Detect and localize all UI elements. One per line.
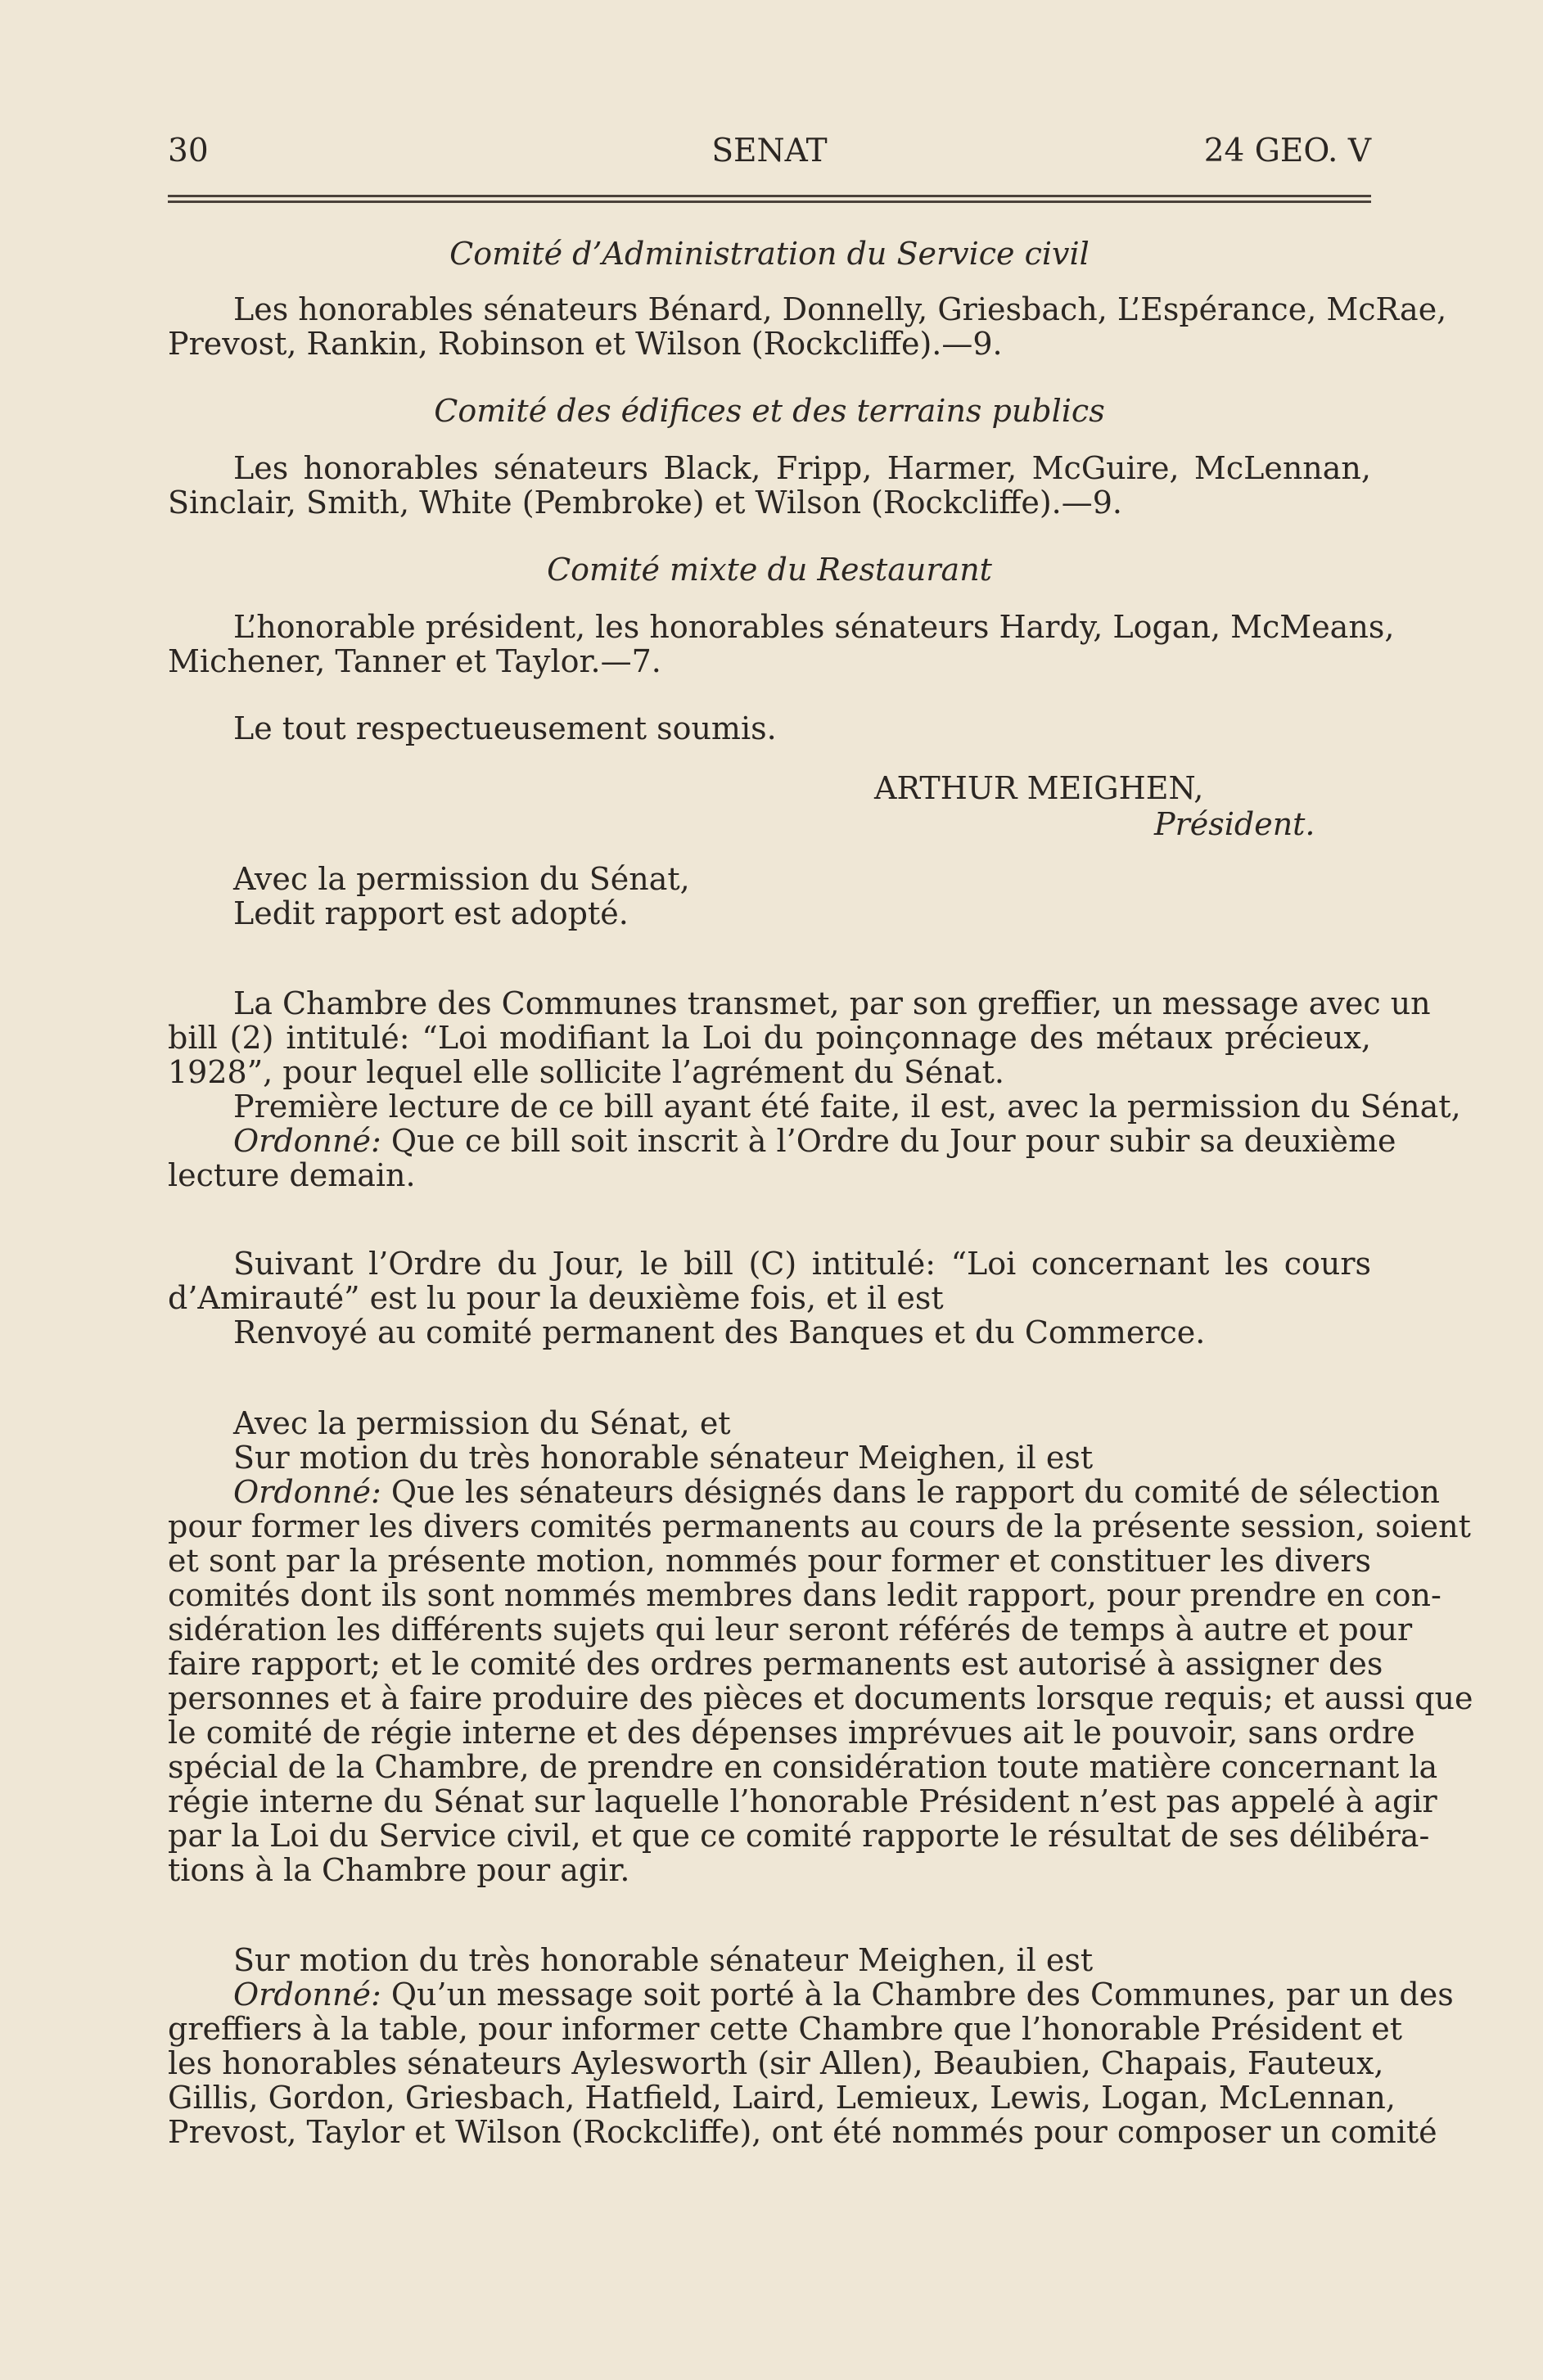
text-line: bill (2) intitulé: “Loi modifiant la Loi du poinçonnage des métaux précieux, [168,1020,1371,1056]
text-line: Sinclair, Smith, White (Pembroke) et Wilson (Rockcliffe).—9. [168,485,1123,521]
text-line: personnes et à faire produire des pièces et documents lorsque requis; et aussi que [168,1680,1473,1716]
text-line: Ledit rapport est adopté. [233,895,629,931]
text-line: tions à la Chambre pour agir. [168,1852,630,1888]
text-line: le comité de régie interne et des dépenses imprévues ait le pouvoir, sans ordre [168,1715,1415,1751]
text-line: Suivant l’Ordre du Jour, le bill (C) intitulé: “Loi concernant les cours [233,1246,1371,1282]
text-line: Gillis, Gordon, Griesbach, Hatfield, Laird, Lemieux, Lewis, Logan, McLennan, [168,2080,1396,2116]
text-line: pour former les divers comités permanents au cours de la présente session, soient [168,1508,1471,1544]
text-line: et sont par la présente motion, nommés pour former et constituer les divers [168,1543,1371,1579]
page-title: SENAT [711,133,828,169]
text-line: Prevost, Rankin, Robinson et Wilson (Rockcliffe).—9. [168,326,1003,362]
volume-label: 24 GEO. V [1203,133,1371,169]
text-line: L’honorable président, les honorables sénateurs Hardy, Logan, McMeans, [233,609,1395,645]
ordonne-label: Ordonné: [233,1123,381,1159]
ordered-line [233,1474,1440,1510]
text-line: Michener, Tanner et Taylor.—7. [168,643,661,679]
text-line: greffiers à la table, pour informer cette Chambre que l’honorable Président et [168,2011,1403,2047]
text-line: faire rapport; et le comité des ordres permanents est autorisé à assigner des [168,1646,1383,1682]
text-line: 1928”, pour lequel elle sollicite l’agrément du Sénat. [168,1054,1004,1090]
text-line: lecture demain. [168,1157,416,1193]
page-number: 30 [168,133,209,169]
text-line: Sur motion du très honorable sénateur Meighen, il est [233,1942,1094,1978]
ordonne-label: Ordonné: [233,1977,381,2013]
text-line: Renvoyé au comité permanent des Banques et du Commerce. [233,1314,1206,1350]
ordonne-label: Ordonné: [233,1474,381,1510]
ordonne-text: Que ce bill soit inscrit à l’Ordre du Jour pour subir sa deuxième [390,1123,1396,1159]
text-line: Prevost, Taylor et Wilson (Rockcliffe), ont été nommés pour composer un comité [168,2114,1437,2150]
text-line: La Chambre des Communes transmet, par son greffier, un message avec un [233,985,1431,1021]
committee-heading: Comité mixte du Restaurant [547,552,992,588]
text-line: sidération les différents sujets qui leur seront référés de temps à autre et pour [168,1611,1413,1648]
signature-title: Président. [1154,806,1315,842]
text-line: comités dont ils sont nommés membres dans ledit rapport, pour prendre en con- [168,1577,1441,1613]
header-rule-bottom [168,201,1371,203]
ordonne-text: Que les sénateurs désignés dans le rapport du comité de sélection [390,1474,1440,1510]
text-line: Les honorables sénateurs Black, Fripp, Harmer, McGuire, McLennan, [233,450,1371,486]
closing-line: Le tout respectueusement soumis. [233,710,777,746]
ordered-line [233,1977,1454,2013]
text-line: Sur motion du très honorable sénateur Meighen, il est [233,1440,1094,1476]
text-line: d’Amirauté” est lu pour la deuxième fois, et il est [168,1280,944,1316]
text-line: Avec la permission du Sénat, [233,861,690,897]
committee-heading: Comité d’Administration du Service civil [449,236,1090,272]
text-line: les honorables sénateurs Aylesworth (sir Allen), Beaubien, Chapais, Fauteux, [168,2045,1384,2081]
signature-name: ARTHUR MEIGHEN, [874,770,1204,806]
text-line: Avec la permission du Sénat, et [233,1405,731,1441]
committee-heading: Comité des édifices et des terrains publics [434,393,1105,429]
text-line: spécial de la Chambre, de prendre en considération toute matière concernant la [168,1749,1438,1785]
ordonne-text: Qu’un message soit porté à la Chambre des Communes, par un des [390,1977,1454,2013]
text-line: régie interne du Sénat sur laquelle l’honorable Président n’est pas appelé à agir [168,1783,1437,1819]
text-line: Première lecture de ce bill ayant été faite, il est, avec la permission du Sénat, [233,1089,1461,1125]
running-header [168,133,1371,174]
ordered-line [233,1123,1396,1159]
text-line: Les honorables sénateurs Bénard, Donnelly, Griesbach, L’Espérance, McRae, [233,291,1447,327]
header-rule-top [168,195,1371,197]
text-line: par la Loi du Service civil, et que ce comité rapporte le résultat de ses délibéra- [168,1818,1430,1854]
